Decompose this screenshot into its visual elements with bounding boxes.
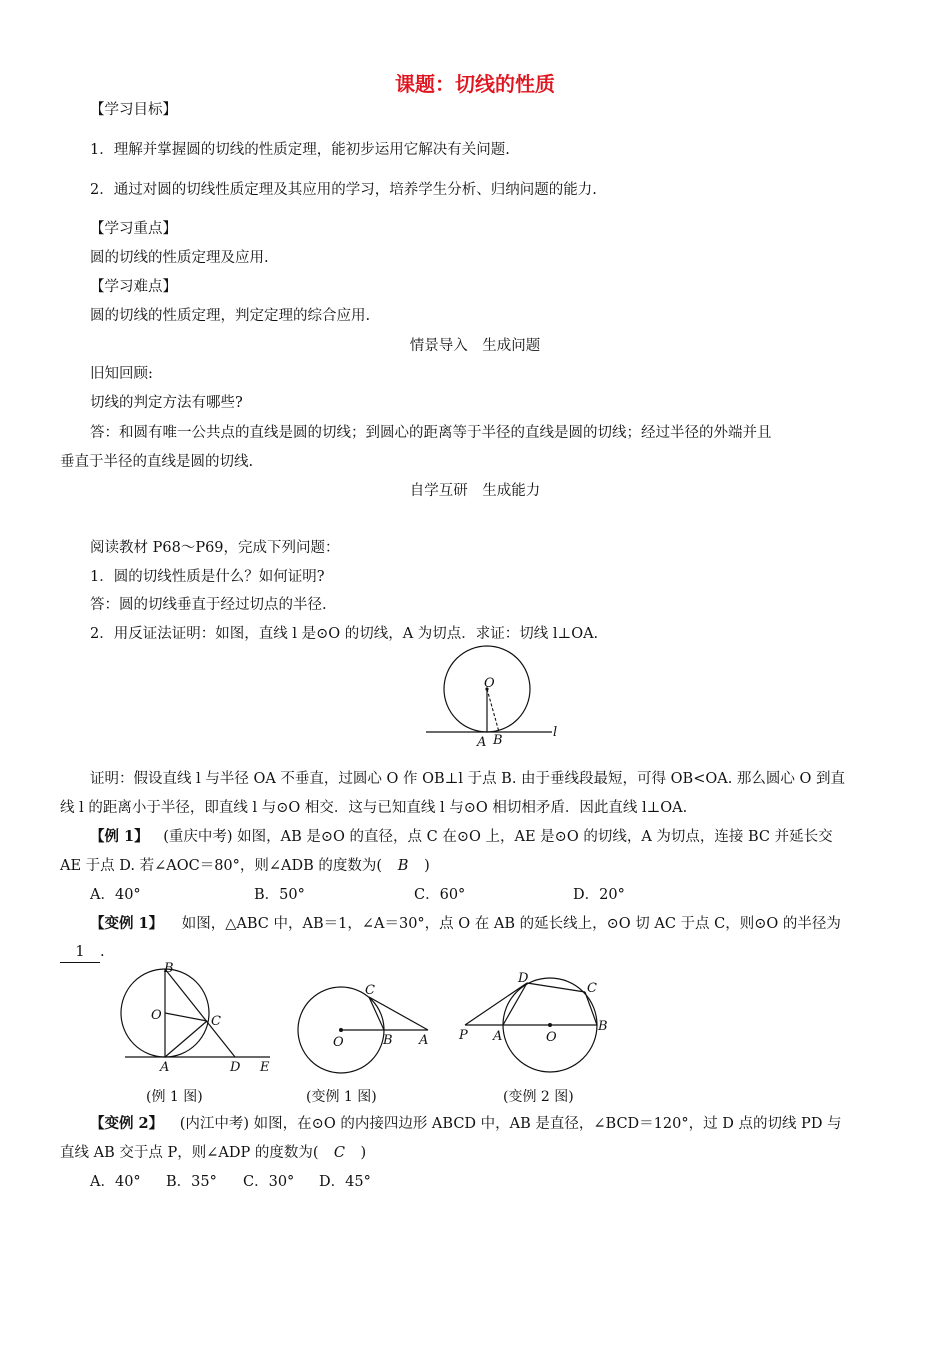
reading-instruction: 阅读教材 P68～P69，完成下列问题：	[90, 540, 340, 556]
label-o: O	[333, 1035, 344, 1050]
label-d: D	[230, 1060, 241, 1074]
variant-2-close: )	[360, 1145, 367, 1161]
proof-line-2: 线 l 的距离小于半径，即直线 l 与⊙O 相交．这与已知直线 l 与⊙O 相切相矛盾．因此直线 l⊥OA.	[60, 800, 688, 816]
variant-1-end: .	[100, 944, 105, 960]
variant-2-line-2	[60, 1143, 366, 1163]
example-1-option-c: C．60°	[414, 887, 466, 903]
label-e: E	[260, 1060, 270, 1074]
example-1-answer: B	[397, 858, 409, 874]
example-1-option-a: A．40°	[90, 887, 141, 903]
label-b: B	[598, 1019, 608, 1034]
variant-2-option-c: C．30°	[243, 1174, 295, 1190]
label-o: O	[546, 1030, 557, 1045]
example-1-close: )	[424, 858, 430, 874]
label-l: l	[553, 725, 558, 740]
label-a: A	[477, 735, 487, 750]
review-answer-line-1: 答：和圆有唯一公共点的直线是圆的切线；到圆心的距离等于半径的直线是圆的切线；经过半径的外端并且	[90, 425, 772, 441]
label-a: A	[493, 1029, 503, 1044]
variant-2-figure	[455, 970, 615, 1080]
variant-1-line-2	[60, 942, 105, 963]
line-bd	[165, 969, 235, 1057]
difficulty-header: 【学习难点】	[90, 279, 177, 295]
dashed-ob	[487, 689, 499, 732]
label-b: B	[164, 962, 174, 976]
example-1-figure	[120, 962, 280, 1074]
line-cb	[585, 992, 597, 1025]
example-1-line-2	[60, 856, 430, 876]
center-point	[339, 1028, 343, 1032]
goals-header: 【学习目标】	[90, 102, 177, 118]
line-dc	[527, 983, 585, 992]
label-d: D	[518, 971, 529, 986]
caption-variant-1: (变例 1 图)	[306, 1089, 377, 1105]
label-b: B	[493, 733, 503, 748]
label-o: O	[151, 1008, 162, 1023]
difficulty-text: 圆的切线的性质定理，判定定理的综合应用.	[90, 308, 371, 324]
review-label: 旧知回顾:	[90, 366, 153, 382]
variant-2-label: 【变例 2】	[90, 1115, 164, 1132]
example-1-line-1	[90, 827, 833, 847]
variant-1-label: 【变例 1】	[90, 915, 164, 932]
label-c: C	[211, 1014, 221, 1029]
label-a: A	[160, 1060, 170, 1074]
variant-1-answer: 1	[60, 942, 100, 963]
question-2: 2．用反证法证明：如图，直线 l 是⊙O 的切线，A 为切点．求证：切线 l⊥OA.	[90, 626, 599, 642]
variant-1-line-1	[90, 914, 841, 934]
goal-1: 1．理解并掌握圆的切线的性质定理，能初步运用它解决有关问题.	[90, 142, 510, 158]
variant-2-line-1	[90, 1114, 842, 1134]
line-bc	[369, 997, 384, 1030]
caption-example-1: (例 1 图)	[146, 1089, 203, 1105]
variant-2-option-a: A．40°	[90, 1174, 141, 1190]
variant-1-text: 如图，△ABC 中，AB＝1，∠A＝30°，点 O 在 AB 的延长线上，⊙O 切 AC 于点 C，则⊙O 的半径为	[181, 916, 841, 932]
example-1-label: 【例 1】	[90, 828, 149, 845]
variant-2-option-d: D．45°	[319, 1174, 371, 1190]
line-ad	[503, 983, 527, 1025]
variant-2-option-b: B．35°	[166, 1174, 217, 1190]
example-1-text: (重庆中考) 如图，AB 是⊙O 的直径，点 C 在⊙O 上，AE 是⊙O 的切线，A 为切点，连接 BC 并延长交	[163, 829, 833, 845]
tangent-ac	[369, 997, 428, 1030]
section-heading-intro: 情景导入 生成问题	[409, 338, 541, 354]
tangent-pd	[465, 983, 527, 1025]
variant-1-figure	[295, 980, 440, 1080]
label-c: C	[587, 981, 597, 996]
variant-2-text: (内江中考) 如图，在⊙O 的内接四边形 ABCD 中，AB 是直径，∠BCD＝120°，过 D 点的切线 PD 与	[179, 1116, 842, 1132]
review-question: 切线的判定方法有哪些?	[90, 395, 243, 411]
label-o: O	[484, 676, 495, 691]
label-c: C	[365, 983, 375, 998]
caption-variant-2: (变例 2 图)	[503, 1089, 574, 1105]
example-1-text-2: AE 于点 D. 若∠AOC＝80°，则∠ADB 的度数为(	[60, 858, 383, 874]
label-b: B	[383, 1033, 393, 1048]
center-point	[548, 1023, 552, 1027]
variant-2-answer: C	[333, 1145, 346, 1161]
label-a: A	[419, 1033, 429, 1048]
section-heading-self-study: 自学互研 生成能力	[409, 483, 541, 499]
review-answer-line-2: 垂直于半径的直线是圆的切线.	[60, 454, 254, 470]
label-p: P	[459, 1028, 468, 1043]
proof-line-1: 证明：假设直线 l 与半径 OA 不垂直，过圆心 O 作 OB⊥l 于点 B. 由于垂线段最短，可得 OB<OA. 那么圆心 O 到直	[90, 771, 846, 787]
example-1-option-b: B．50°	[254, 887, 305, 903]
key-header: 【学习重点】	[90, 221, 177, 237]
question-1: 1．圆的切线性质是什么？如何证明?	[90, 569, 325, 585]
key-text: 圆的切线的性质定理及应用.	[90, 250, 269, 266]
tangent-proof-figure	[420, 645, 570, 755]
page-title: 课题：切线的性质	[395, 72, 555, 96]
example-1-option-d: D．20°	[573, 887, 625, 903]
goal-2: 2．通过对圆的切线性质定理及其应用的学习，培养学生分析、归纳问题的能力.	[90, 182, 597, 198]
variant-2-text-2: 直线 AB 交于点 P，则∠ADP 的度数为(	[60, 1145, 319, 1161]
answer-1: 答：圆的切线垂直于经过切点的半径.	[90, 597, 327, 613]
